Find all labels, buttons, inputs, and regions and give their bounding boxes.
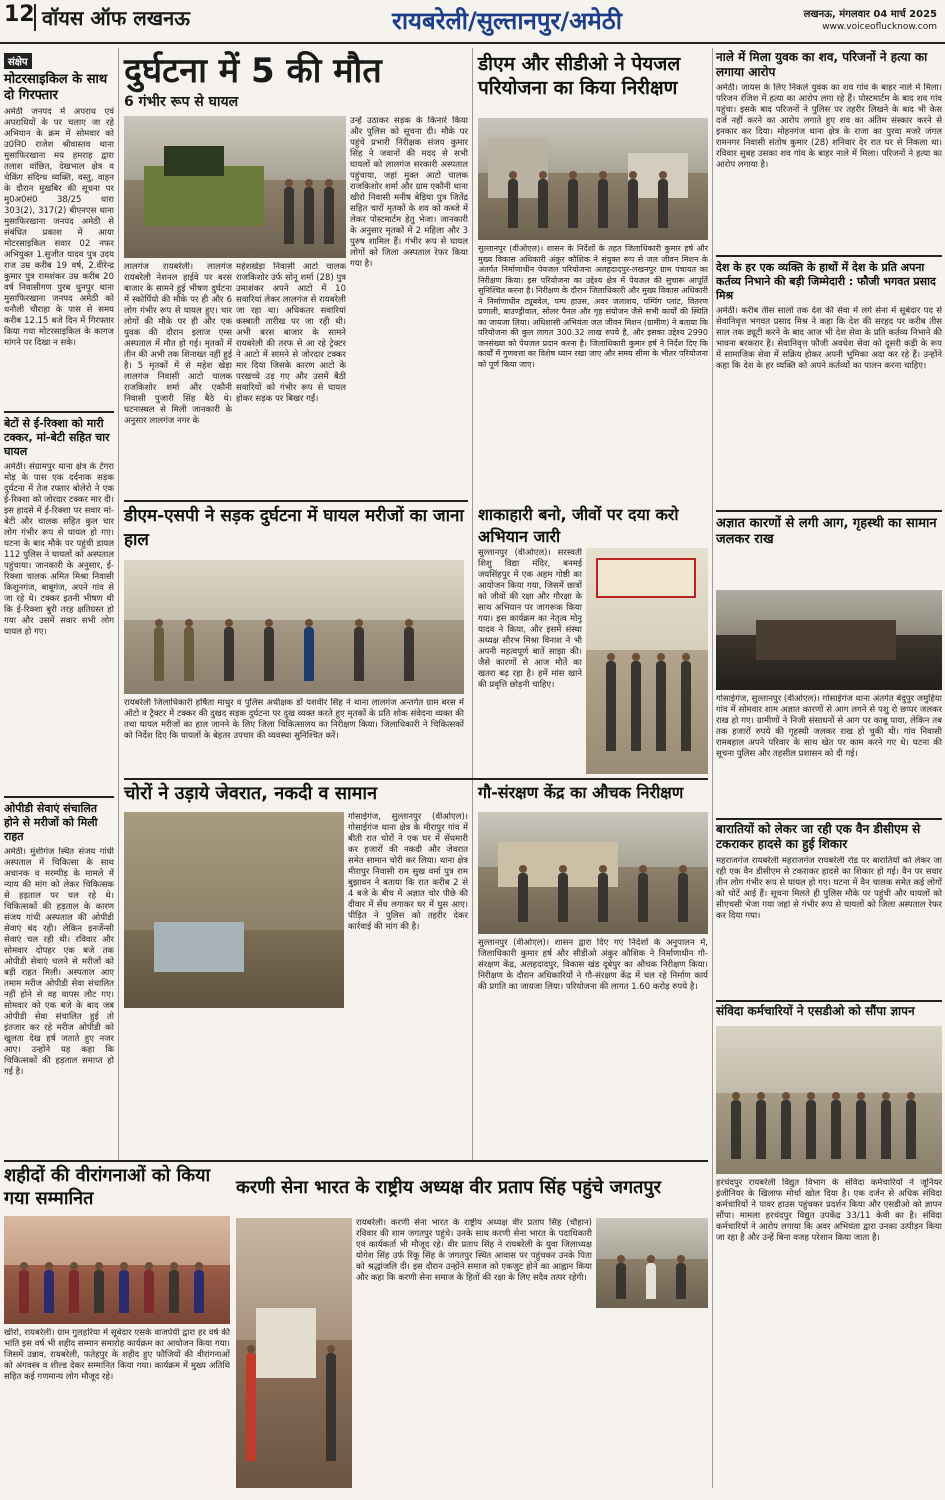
hospital-visit-photo (124, 560, 464, 694)
divider (4, 411, 114, 413)
theft-body: गोसाईगंज, सुल्तानपुर (वीओएल)। गोसाईगंज थाना क्षेत्र के मीरापुर गांव में बीती रात चोरों ने एक घर में सेंधमारी कर हजारों की नकदी और जेवरात समेत सामान चोरी कर लिया। थाना क्षेत्र मीरापुर निवासी राम सुख वर्मा पुत्र राम बुझावन ने बताया कि रात करीब 2 से 4 बजे के बीच में अज्ञात चोर पीछे की दीवार में सेंध लगाकर घर में घुस आए। पीड़ित ने पुलिस को तहरीर देकर कार्रवाई की मांग की है। (348, 812, 468, 932)
lead-subhead: 6 गंभीर रूप से घायल (124, 94, 239, 110)
brief-headline-3: ओपीडी सेवाएं संचालित होने से मरीजों को मिली राहत (4, 802, 98, 843)
divider (716, 255, 942, 257)
dm-body: सुल्तानपुर (वीओएल)। शासन के निर्देशों के तहत जिलाधिकारी कुमार हर्ष और मुख्य विकास अधिकारी अंकुर कौशिक ने संयुक्त रूप से जल जीवन मिशन के अंतर्गत निर्माणाधीन पेयजल परियोजना अलहदादपुर-लखनपुर ग्राम पंचायत का निरीक्षण किया। इस परियोजना का उद्देश्य क्षेत्र में पेयजल की सुचारू आपूर्ति सुनिश्चित करना है। निरीक्षण के दौरान जिलाधिकारी और मुख्य विकास अधिकारी ने निर्माणाधीन ट्यूबवेल, पम्प हाउस, अवर जलाशय, पम्पिंग प्लांट, वितरण प्रणाली, बाउण्ड्रीवाल, सोलर पैनल और गृह संयोजन जैसे सभी कार्यों की स्थिति का जायजा लिया। अधिशासी अभियंता जल जीवन मिशन (ग्रामीण) ने बताया कि परियोजना की कुल लागत 300.32 लाख रुपये है, और इसका उद्देश्य 2990 जनसंख्या को पेयजल प्रदान करना है। जिलाधिकारी कुमार हर्ष ने निर्देश दिए कि कार्यों में गुणवत्ता का विशेष ध्यान रखा जाए और समय सीमा के भीतर परियोजना को पूर्ण किया जाए। (478, 244, 708, 369)
trunk-shape (154, 922, 244, 972)
burnt-hut-shape (756, 620, 896, 660)
lead-headline: दुर्घटना में 5 की मौत (124, 51, 382, 91)
lead-body-1: लालगंज रायबरेली। लालगंज रायबरेली नेशनल हाईवे पर बरस बाजार के सामने हुई भीषण दुर्घटना में स्कोर्पियो की मौके पर ही और 6 लोग गंभीर रूप से घायल हुए। चार लोगों की मौके पर ही और एक युवक की दौरान इलाज एम्स अस्पताल में मौत हो गई। मृतकों में तीन की अभी तक शिनाख्त नहीं हुई है। 5 मृतकों में से महेश खेड़ा लालगंज निवासी आटो चालक राजकिशोर शर्मा और एकौनी निवासी पुजारी सिंह बैठे थे। घटनास्थल से मिली जानकारी के अनुसार लालगंज नगर के (124, 262, 232, 426)
hospital-headline: डीएम-एसपी ने सड़क दुर्घटना में घायल मरीजों का जाना हाल (124, 506, 464, 550)
portrait-frame-shape (256, 1308, 316, 1378)
drain-headline: नाले में मिला युवक का शव, परिजनों ने हत्या का लगाया आरोप (716, 50, 928, 79)
gau-headline: गौ-संरक्षण केंद्र का औचक निरीक्षण (478, 783, 684, 802)
karni-headline: करणी सेना भारत के राष्ट्रीय अध्यक्ष वीर प्रताप सिंह पहुंचे जगतपुर (236, 1177, 661, 1198)
contract-body: हरचंदपुर रायबरेली विद्युत विभाग के संविदा कर्मचारियों ने जूनियर इंजीनियर के खिलाफ मोर्चा खोल दिया है। एक दर्जन से अधिक संविदा कर्मचारियों ने पावर हाउस पहुंचकर प्रदर्शन किया और एसडीओ को ज्ञापन सौंपा। मामला हरचंदपुर विद्युत उपकेंद्र 33/11 केवी का है। संविदा कर्मचारियों ने आरोप लगाया कि अवर अभियंता द्वारा उनका उत्पीड़न किया जा रहा है और उन्हें बिना वजह परेशान किया जाता है। (716, 1178, 942, 1243)
fire-photo (716, 590, 942, 690)
gau-body: सुल्तानपुर (वीओएल)। शासन द्वारा दिए गए निर्देशों के अनुपालन में, जिलाधिकारी कुमार हर्ष और सीडीओ अंकुर कौशिक ने निर्माणाधीन गौ-संरक्षण केंद्र, अलहदादपुर, विकास खंड दूबेपुर का औचक निरीक्षण किया। निरीक्षण के दौरान अधिकारियों ने गौ-संरक्षण केंद्र में चल रहे निर्माण कार्य की प्रगति का जायजा लिया। परियोजना की लागत 1.60 करोड़ रुपये है। (478, 938, 708, 992)
contract-headline: संविदा कर्मचारियों ने एसडीओ को सौंपा ज्ञापन (716, 1004, 915, 1018)
bottom-divider (4, 1160, 708, 1162)
masthead (0, 0, 945, 44)
page-number: 12 (4, 2, 35, 27)
theft-photo (124, 812, 344, 1008)
karni-body: रायबरेली। करणी सेना भारत के राष्ट्रीय अध्यक्ष वीर प्रताप सिंह (चौहान) रविवार की शाम जगतपुर पहुंचे। उनके साथ करणी सेना भारत के पदाधिकारी एवं कार्यकर्ता भी मौजूद रहे। वीर प्रताप सिंह ने रायबरेली के युवा जिलाध्यक्ष योगेश सिंह उर्फ रिंकू सिंह के जगतपुर स्थित आवास पर पहुंचकर उनके पिता को श्रद्धांजलि दी। इस दौरान उन्होंने समाज को एकजुट होने का आह्वान किया और कहा कि करणी सेना समाज के हितों की रक्षा के लिए सदैव तत्पर रहेगी। (356, 1218, 592, 1283)
van-headline: बारातियों को लेकर जा रही एक वैन डीसीएम से टकराकर हादसे का हुई शिकार (716, 822, 921, 851)
divider (716, 1000, 942, 1002)
brief-tag: संक्षेप (4, 53, 32, 69)
banner-shape (596, 558, 696, 598)
left-column (4, 50, 114, 1147)
dateline: लखनऊ, मंगलवार 04 मार्च 2025 (803, 9, 937, 20)
mid-divider (124, 778, 708, 780)
karni-meeting-photo (596, 1218, 708, 1308)
right-column (716, 50, 942, 548)
brief-body-3: अमेठी। मुंशीगंज स्थित संजय गांधी अस्पताल में चिकित्सा के साथ अचानक व मरम्पीड़ के मामले में न्याय की मांग को लेकर चिकित्सक से हड़ताल पर चल रहे थे। चिकित्सकों की हड़ताल के कारण संजय गांधी अस्पताल की ओपीडी सेवाएं बंद रही। लेकिन इनर्जेन्सी सेवाएं चल रही थी। रविवार और सोमवार दोपहर एक बजे तक ओपीडी सेवाएं चलने से मरीजों को बड़ी राहत मिली। अस्पताल आए तमाम मरीज ओपीडी सेवा संचालित नहीं होने से वह वापस लौट गए। सोमवार को एक बजे के बाद जब ओपीडी सेवा संचालित हुई तो इंतजार कर रहे मरीज ओपीडी को खुलता देख हर्ष जताते हुए नजर आए। उन्होंने यह कहा कि चिकित्सकों की हड़ताल समाप्त हो गई है। (4, 847, 114, 1077)
brief-body-2: अमेठी। संग्रामपुर थाना क्षेत्र के टेंगरा मोड़ के पास एक दर्दनाक सड़क दुर्घटना में तेज रफ्तार बोलेरो ने एक ई-रिक्शा को जोरदार टक्कर मार दी। इस हादसे में ई-रिक्शा पर सवार मां-बेटी और चालक सहित कुल चार लोग गंभीर रूप से घायल हो गए। घटना के बाद मौके पर पहुंची डायल 112 पुलिस ने घायलों को अस्पताल पहुंचाया। जानकारी के अनुसार, ई-रिक्शा चालक अमित मिश्रा निवासी किशुनगंज, बाबूगंज, अपने गांव से जा रहे थे। टक्कर इतनी भीषण थी कि ई-रिक्शा बुरी तरह क्षतिग्रस्त हो गया और उसमें सवार सभी लोग घायल हो गए। (4, 462, 114, 637)
martyrs-headline: शहीदों की वीरांगनाओं को किया गया सम्मानित (4, 1165, 211, 1209)
column-divider (712, 48, 713, 1488)
brief-headline-1: मोटरसाइकिल के साथ दो गिरफ्तार (4, 72, 108, 103)
soldier-headline: देश के हर एक व्यक्ति के हाथों में देश के प्रति अपना कर्तव्य निभाने की बड़ी जिम्मेदारी : फौजी भगवत प्रसाद मिश्र (716, 261, 936, 302)
gau-centre-photo (478, 812, 708, 934)
dm-headline: डीएम और सीडीओ ने पेयजल परियोजना का किया निरीक्षण (478, 53, 681, 99)
lead-body-3: उन्हें उठाकर सड़क के किनारे किया और पुलिस को सूचना दी। मौके पर पहुंचे प्रभारी निरीक्षक संजय कुमार सिंह ने जवानों की मदद से सभी घायलों को लालगंज सरकारी अस्पताल पहुंचाया, जहां मुक्त आटो चालक राजकिशोर शर्मा और ग्राम एकौनी थाना खीरो निवासी मनीष बेड़िया पुत्र जितेंद्र सहित चारों मृतकों के शव को कब्जे में लेकर पोस्टमार्टम हेतु भेजा। जानकारी के अनुसार मृतकों में 2 महिला और 3 पुरुष शामिल हैं। गंभीर रूप से घायल लोगों को जिला अस्पताल रेफर किया गया है। (350, 116, 468, 269)
fire-headline: अज्ञात कारणों से लगी आग, गृहस्थी का सामान जलकर राख (716, 516, 937, 547)
dm-story (478, 52, 708, 100)
column-divider (472, 48, 473, 1160)
brief-headline-2: बेटों से ई-रिक्शा को मारी टक्कर, मां-बेटी सहित चार घायल (4, 417, 110, 458)
paper-name: वॉयस ऑफ लखनऊ (34, 4, 190, 31)
divider (4, 796, 114, 798)
school-seminar-photo (586, 548, 708, 774)
van-body: महराजगंज रायबरेली महराजगंज रायबरेली रोड पर बारातियों को लेकर जा रही एक वैन डीसीएम से टकराकर हादसे का शिकार हो गई। वैन पर सवार तीन लोग गंभीर रूप से घायल हो गए। घटना में वैन चालक समेत कई लोगों को चोटें आई हैं। सूचना मिलते ही पुलिस मौके पर पहुंची और घायलों को सीएचसी भेजा गया जहां से गंभीर रूप से घायलों को जिला अस्पताल रेफर कर दिया गया। (716, 856, 942, 921)
brief-body-1: अमेठी जनपद में अपराध एवं अपराधियों के पर चलाए जा रहे अभियान के क्रम में सोमवार को उ0नि0 राजेश श्रीवास्तव थाना मुसाफिरखाना मय हमराह द्वारा तलाश वांछित, देखभाल क्षेत्र व चेकिंग संदिग्ध व्यक्ति, वस्तु, वाहन के दौरान मुखबिर की सूचना पर मु0अ0सं0 38/25 धारा 303(2), 317(2) बीएनएस थाना मुसाफिरखाना जनपद अमेठी से संबंधित प्रकाश में आया मोटरसाइकिल सवार 02 नफर अभियुक्त 1.सुजीत यादव पुत्र उदय राज उम्र करीब 19 वर्ष, 2.वीरेन्द्र कुमार पुत्र रामशंकर उम्र करीब 20 वर्ष निवासीगण पुरब धुनपुर थाना मुसाफिरखाना जनपद अमेठी को धनौली चौराहा के पास से समय करीब 12.15 बजे दिन में गिरफ्तार किया गया मोटरसाइकिल के कागज मांगने पर दिखा न सके। (4, 107, 114, 348)
karni-photo (236, 1218, 352, 1488)
section-title: रायबरेली/सुल्तानपुर/अमेठी (392, 7, 622, 35)
column-divider (118, 48, 119, 1160)
vegetarian-headline: शाकाहारी बनो, जीवों पर दया करो अभियान जारी (478, 505, 679, 546)
mid-divider (124, 500, 468, 502)
auto-roof-shape (164, 146, 224, 176)
website-link[interactable]: www.voiceoflucknow.com (822, 22, 937, 32)
martyrs-body: खीरो, रायबरेली। ग्राम गुलहरिया में सूबेदार एसके वाजपेयी द्वारा हर वर्ष की भांति इस वर्ष भी शहीद सम्मान समारोह कार्यक्रम का आयोजन किया गया। जिसमें उन्नाव, रायबरेली, फतेहपुर के शहीद हुए फौजियों की वीरांगनाओं को अंगवस्त्र व शील्ड देकर सम्मानित किया गया। कार्यक्रम में मुख्य अतिथि सहित कई गणमान्य लोग मौजूद रहे। (4, 1328, 230, 1382)
lead-body-2: महेशखेड़ा निवासी आटो चालक राजकिशोर उर्फ सोनू शर्मा (28) पुत्र उमाशंकर अपने आटो में 10 सवारियां लेकर लालगंज से रायबरेली जा रहा था। अधिकतर सवारियां कस्बाती तारीख पर जा रही थी। अभी बरस बाजार के सामने रायबरेली की तरफ से आ रहे ट्रेक्टर ने आटो में सामने से जोरदार टक्कर मार दिया जिसके कारण आटो के परखच्चे उड़ गए और उसमें बैठी सवारियों को गंभीर रूप से घायल होकर सड़क पर बिखर गईं। (236, 262, 346, 404)
water-project-photo (478, 118, 708, 240)
theft-headline: चोरों ने उड़ाये जेवरात, नकदी व सामान (124, 783, 378, 804)
drain-body: अमेठी। जायस के लिए निकले युवक का शव गांव के बाहर नाले में मिला। परिजन रंजिश में हत्या का आरोप लगा रहे हैं। पोस्टमार्टम के बाद शव गांव पहुंचा। इसके बाद परिजनों ने पुलिस पर तहरीर लिखने के बाद भी केस दर्ज नहीं करने का आरोप लगाते हुए शव का अंतिम संस्कार करने से इनकार कर दिया। मोहनगंज थाना क्षेत्र के राजा का पुरवा मजरे जंगल रामनगर निवासी संतोष कुमार (28) शनिवार देर रात घर से निकला था। रविवार सुबह उसका शव गांव के बाहर नाले में मिला। परिजनों ने हत्या का आरोप लगाया है। (716, 83, 942, 170)
martyrs-photo (4, 1216, 230, 1324)
divider (716, 818, 942, 820)
fire-body: गोसाईगंज, सुल्तानपुर (वीओएल)। गोसाईगंज थाना अंतर्गत बेदुपुर जमुहिया गांव में सोमवार शाम अज्ञात कारणों से आग लगने से पशु रो छप्पर जलकर राख हो गए। ग्रामीणों ने निजी संसाधनों से आग पर काबू पाया, लेकिन तब तक हजारों रुपये की गृहस्थी जलकर राख हो चुकी थी। गांव निवासी रामबहाल अपने परिवार के साथ खेत पर काम करने गए थे। घटना की सूचना पुलिस और तहसील प्रशासन को दी गई। (716, 694, 942, 759)
hospital-body: रायबरेली जिलाधिकारी हर्षिता माथुर व पुलिस अधीक्षक डॉ यशवीर सिंह ने थाना लालगंज अन्तर्गत ग्राम बरस में ऑटो व ट्रैक्टर में टक्कर की दुखद सड़क दुर्घटना पर दुख व्यक्त करते हुए मृतकों के प्रति शोक संवेदना व्यक्त की तथा घायल मरीजों का हाल जानने के लिए जिला चिकित्सालय का निरीक्षण किया। जिलाधिकारी ने चिकित्सकों को निर्देश दिए कि घायलों के बेहतर उपचार की व्यवस्था सुनिश्चित करें। (124, 698, 464, 741)
accident-photo (124, 116, 346, 258)
memo-photo (716, 1026, 942, 1174)
lead-story (124, 52, 468, 111)
vegetarian-body: सुल्तानपुर (वीओएल)। सरस्वती शिशु विद्या मंदिर, बनमई जयसिंहपुर में एक अहम गोष्ठी का आयोजन किया गया, जिसमें छात्रों को जीवों की रक्षा और गौरक्षा के साथ अभियान पर जागरूक किया गया। इस कार्यक्रम का नेतृत्व मोनू यादव ने किया, और इसमें संस्था अध्यक्ष सौरभ मिश्रा विनाश ने भी अपनी महत्वपूर्ण बातें साझा की। जैसे कारणों से आज मौतें का खतरा बढ़ रहा है। हमें मांस खाने की प्रवृत्ति छोड़नी चाहिए। (478, 548, 582, 690)
divider (716, 510, 942, 512)
soldier-body: अमेठी। करीब तीस सालों तक देश की सेवा में लगे सेना में सूबेदार पद से सेवानिवृत्त भगवत प्रसाद मिश्र ने कहा कि देश की सरहद पर करीब तीस साल तक ड्यूटी करने के बाद आज भी देश सेवा के प्रति कर्तव्य निभाने की भावना बरकरार है। सेवानिवृत्त फौजी अवधेश सेवा को दूसरी कड़ी के रूप में सामाजिक सेवा में सक्रिय होकर अपनी भूमिका अदा कर रहे हैं। उन्होंने कहा कि देश के हर व्यक्ति को अपने कर्तव्यों का पालन करना चाहिए। (716, 306, 942, 371)
